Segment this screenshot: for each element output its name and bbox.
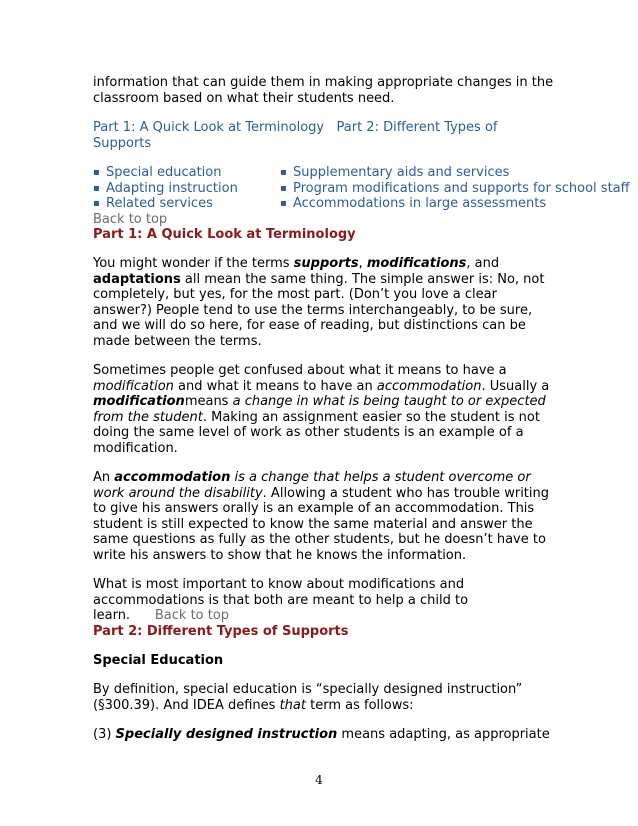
- bullet-column-left: [93, 165, 280, 212]
- intro-line-2: classroom based on what their students need.: [93, 90, 395, 106]
- text-run: . Allowing a student who has trouble writing: [262, 485, 550, 501]
- back-to-top-link-2[interactable]: Back to top: [154, 608, 230, 623]
- text-run: You might wonder if the terms: [93, 256, 294, 271]
- term-modification: modification: [93, 378, 174, 394]
- term-modification-bold: modification: [93, 394, 185, 409]
- term-adaptations: adaptations: [93, 271, 181, 287]
- part-1-heading: Part 1: A Quick Look at Terminology: [93, 227, 356, 242]
- text-run: ,: [358, 256, 367, 271]
- text-run: answer?) People tend to use the terms interchangeably, to be sure,: [93, 302, 533, 318]
- toc-link-part-1[interactable]: Part 1: A Quick Look at Terminology: [93, 120, 325, 135]
- definition-italic: work around the disability: [93, 485, 263, 501]
- text-run: to give his answers orally is an example of an accommodation. This: [93, 501, 535, 516]
- text-run: What is most important to know about modifications and: [93, 577, 465, 592]
- sdi-paragraph: [93, 727, 628, 743]
- bullet-link-program-modifications[interactable]: [280, 180, 630, 197]
- bullet-link-related-services[interactable]: [93, 196, 280, 212]
- bullet-link-adapting-instruction[interactable]: [93, 181, 280, 197]
- bullet-link-supplementary-aids[interactable]: [280, 165, 625, 181]
- bullet-link-accommodations-assessments[interactable]: [280, 196, 625, 212]
- bullet-column-right: [280, 165, 630, 212]
- text-run: same questions as fully as the other students, but he doesn’t have to: [93, 532, 546, 547]
- bullet-icon: ▪: [280, 167, 287, 178]
- text-run: student is still expected to know the same material and answer the: [93, 516, 533, 532]
- bullet-icon: ▪: [93, 182, 100, 194]
- definition-paragraph: [93, 682, 628, 713]
- bullet-label: Program modifications and supports for school staff: [293, 180, 630, 196]
- term-specially-designed-instruction: Specially designed instruction: [115, 727, 338, 742]
- bullet-icon: ▪: [280, 182, 287, 194]
- text-run: An: [93, 470, 115, 485]
- text-run: learn.: [93, 608, 131, 623]
- toc-links: [93, 120, 628, 151]
- definition-italic: from the student: [93, 409, 203, 425]
- text-run: and we will do so here, for ease of reading, but distinctions can be: [93, 318, 526, 333]
- bullet-list: [93, 165, 628, 212]
- term-modifications: modifications: [366, 256, 467, 271]
- text-run: , and: [466, 256, 500, 271]
- text-run: means adapting, as appropriate: [337, 727, 550, 742]
- term-accommodation: accommodation: [376, 378, 482, 394]
- toc-link-part-2-text-a: Part 2: Different Types of: [336, 120, 498, 135]
- part-2-heading: Part 2: Different Types of Supports: [93, 623, 349, 639]
- text-run: Sometimes people get confused about what it means to have a: [93, 363, 507, 378]
- text-run: accommodations is that both are meant to help a child to: [93, 592, 469, 608]
- text-run: made between the terms.: [93, 333, 262, 349]
- bullet-label: Adapting instruction: [106, 180, 238, 196]
- definition-italic: is a change that helps a student overcome or: [230, 470, 531, 485]
- definition-italic: a change in what is being taught to or expected: [232, 394, 546, 409]
- text-run: (3): [93, 727, 116, 742]
- page-number: 4: [315, 773, 323, 787]
- summary-paragraph: [93, 577, 628, 624]
- text-run: . Making an assignment easier so the student is not: [202, 409, 540, 425]
- modification-paragraph: [93, 363, 628, 456]
- text-run: write his answers to show that he knows the information.: [93, 547, 467, 563]
- intro-line-1: information that can guide them in making appropriate changes in the: [93, 75, 554, 90]
- bullet-label: Accommodations in large assessments: [293, 196, 547, 211]
- bullet-label: Supplementary aids and services: [293, 165, 510, 180]
- bullet-link-special-education[interactable]: [93, 165, 280, 181]
- intro-paragraph: [93, 75, 628, 106]
- bullet-label: Special education: [106, 165, 222, 180]
- text-run: By definition, special education is “specially designed instruction”: [93, 682, 523, 697]
- text-run: (§300.39). And IDEA defines: [93, 697, 280, 713]
- term-that: that: [279, 697, 306, 713]
- back-to-top-container: [93, 212, 628, 228]
- text-run: completely, but yes, for the most part. (Don’t you love a clear: [93, 287, 497, 302]
- bullet-icon: ▪: [93, 167, 100, 178]
- bullet-icon: ▪: [280, 198, 287, 209]
- term-accommodation-bold: accommodation: [114, 470, 231, 485]
- text-run: term as follows:: [305, 697, 414, 713]
- terminology-paragraph: [93, 256, 628, 349]
- page-body: [93, 75, 628, 743]
- special-education-heading: Special Education: [93, 652, 224, 668]
- term-supports: supports: [293, 256, 359, 271]
- text-run: doing the same level of work as other students is an example of a: [93, 425, 524, 440]
- text-run: and what it means to have an: [173, 378, 377, 394]
- accommodation-paragraph: [93, 470, 628, 563]
- back-to-top-link[interactable]: Back to top: [93, 211, 168, 227]
- text-run: modification.: [93, 440, 178, 456]
- bullet-icon: ▪: [93, 198, 100, 209]
- toc-link-part-2-text-b: Supports: [93, 135, 152, 151]
- text-run: all mean the same thing. The simple answer is: No, not: [180, 271, 545, 287]
- text-run: means: [184, 394, 233, 409]
- bullet-label: Related services: [106, 196, 213, 211]
- text-run: . Usually a: [481, 378, 550, 394]
